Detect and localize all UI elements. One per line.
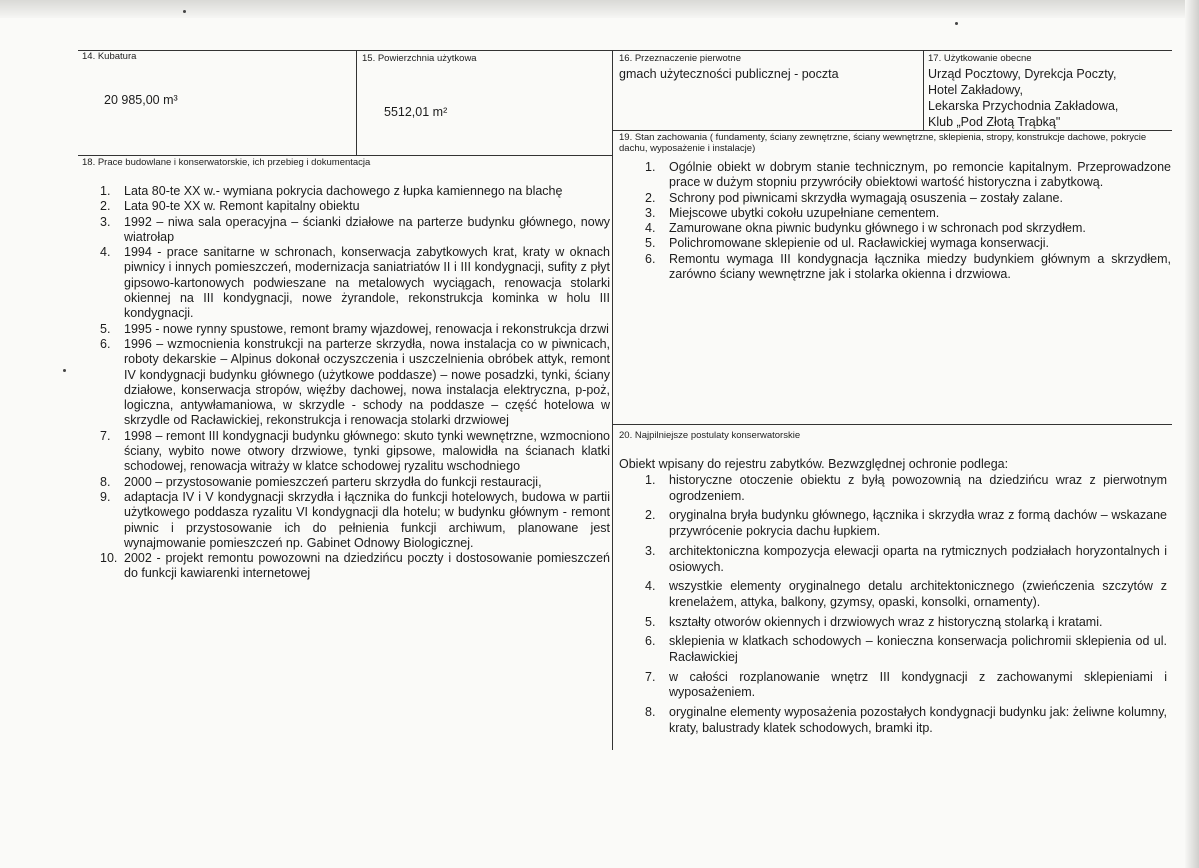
list-item: 8. oryginalne elementy wyposażenia pozostałych kondygnacji budynku jak: żeliwne kolumny, kraty, balustrady klatek schodowych, bramki itp. — [645, 705, 1167, 735]
list-item: 3. Miejscowe ubytki cokołu uzupełniane cementem. — [645, 205, 940, 220]
list-item: 3. architektoniczna kompozycja elewacji oparta na rytmicznych podziałach horyzontalnych i osiowych. — [645, 543, 1167, 574]
list-item: 5. Polichromowane sklepienie od ul. Racławickiej wymaga konserwacji. — [645, 236, 1050, 251]
list-item: 2. oryginalna bryła budynku głównego, łącznika i skrzydła wraz z formą dachów – wskazane przywrócenie pokrycia dachu łupkiem. — [645, 508, 1167, 539]
list-item: 5. kształty otworów okiennych i drzwiowych wraz z historyczną stolarką i kratami. — [645, 614, 1103, 629]
scan-speck — [63, 369, 66, 372]
field-16-value: gmach użyteczności publicznej - poczta — [619, 67, 839, 81]
list-item: 6. sklepienia w klatkach schodowych – konieczna konserwacja polichromii sklepienia od ul. Racławickiej — [645, 634, 1167, 665]
list-item: 6. 1996 – wzmocnienia konstrukcji na parterze skrzydła, nowa instalacja co w piwnicach, roboty dekarskie – Alpinus dokonał oczyszczenia i uszczelnienia obróbek attyk, remont IV kondygnacji budynku głównego (użytkowe poddasze) – nowe posadzki, tynki, ściany działowe, konserwacja stropów, więźby dachowej, nowa instalacja elektryczna, p-poż, logiczna, antywłamaniowa, w skrzydle - schody na poddasze – część hotelowa w skrzydle od Racławickiej, rekonstrukcja i renowacja stolarki drzwiowej — [100, 336, 610, 428]
row-divider-left — [78, 155, 612, 156]
field-16-label: 16. Przeznaczenie pierwotne — [619, 53, 741, 64]
list-item: 10. 2002 - projekt remontu powozowni na dziedzińcu poczty i dostosowanie pomieszczeń do funkcji kawiarenki internetowej — [100, 551, 610, 581]
field-20-list — [645, 473, 1167, 737]
field-20-label: 20. Najpilniejsze postulaty konserwatorskie — [619, 430, 801, 441]
field-17-value — [928, 66, 1118, 130]
scan-speck — [955, 22, 958, 25]
field-14-value: 20 985,00 m³ — [104, 93, 178, 107]
list-item: 9. adaptacja IV i V kondygnacji skrzydła i łącznika do funkcji hotelowych, budowa w partii użytkowego poddasza ryzalitu VI kondygnacji dla hotelu; w budynku głównym - remont piwnic i przystosowanie ich do pełnienia funkcji archiwum, planowane jest wynajmowanie pomieszczeń np. Gabinet Odnowy Biologicznej. — [100, 489, 610, 550]
field-18-label: 18. Prace budowlane i konserwatorskie, ich przebieg i dokumentacja — [82, 157, 371, 168]
table-top-border — [78, 50, 1172, 51]
scan-speck — [183, 10, 186, 13]
field-17-line: Hotel Zakładowy, — [928, 83, 1023, 97]
list-item: 2. Schrony pod piwnicami skrzydła wymagają osuszenia – zostały zalane. — [645, 190, 1063, 205]
col-divider-14-15 — [356, 50, 357, 155]
field-17-label: 17. Użytkowanie obecne — [928, 53, 1032, 64]
col-divider-16-17 — [923, 50, 924, 130]
list-item: 7. 1998 – remont III kondygnacji budynku głównego: skuto tynki wewnętrzne, wzmocniono ściany, wybito nowe otwory drzwiowe, tynki gipsowe, malowidła na ścianach klatki schodowej, renowacja witraży w klatce schodowej ryzalitu wschodniego — [100, 428, 610, 474]
field-19-list — [645, 160, 1171, 282]
row-divider-right — [612, 130, 1172, 131]
field-18-list — [100, 184, 610, 582]
list-item: 3. 1992 – niwa sala operacyjna – ścianki działowe na parterze budynku głównego, nowy wiatrołap — [100, 214, 610, 244]
field-20-intro: Obiekt wpisany do rejestru zabytków. Bezwzględnej ochronie podlega: — [619, 457, 1009, 471]
field-14-label: 14. Kubatura — [82, 51, 137, 62]
list-item: 1. Ogólnie obiekt w dobrym stanie technicznym, po remoncie kapitalnym. Przeprowadzone prace w dużym stopniu przywróciły obiektowi wartość historyczna i zabytkową. — [645, 160, 1171, 190]
paper-top-edge — [0, 0, 1199, 18]
paper-right-edge — [1185, 0, 1199, 868]
list-item: 4. wszystkie elementy oryginalnego detalu architektonicznego (zwieńczenia szczytów z krenelażem, attyka, balkony, gzymsy, opaski, konsolki, ornamenty). — [645, 579, 1167, 609]
field-17-line: Urząd Pocztowy, Dyrekcja Poczty, — [928, 67, 1117, 81]
col-divider-main — [612, 50, 613, 750]
list-item: 4. 1994 - prace sanitarne w schronach, konserwacja zabytkowych krat, kraty w oknach piwnicy i innych pomieszczeń, modernizacja saniatriatów II i III kondygnacji, sufity z płyt gipsowo-kartonowych podwieszane na metalowych wyciągach, renowacja stolarki okiennej na III kondygnacji, nowe żyrandole, rekonstrukcja kominka w holu III kondygnacji. — [100, 245, 610, 321]
list-item: 1. Lata 80-te XX w.- wymiana pokrycia dachowego z łupka kamiennego na blachę — [100, 184, 563, 198]
section-divider-right — [612, 424, 1172, 425]
field-17-line: Lekarska Przychodnia Zakładowa, — [928, 99, 1119, 113]
field-15-value: 5512,01 m² — [384, 105, 448, 119]
field-19-label: 19. Stan zachowania ( fundamenty, ściany zewnętrzne, ściany wewnętrzne, sklepienia, stropy, konstrukcje dachowe, pokrycie dachu, wyposażenie i instalacje) — [619, 132, 1147, 154]
list-item: 4. Zamurowane okna piwnic budynku głównego i w schronach pod skrzydłem. — [645, 221, 1086, 236]
field-15-label: 15. Powierzchnia użytkowa — [362, 53, 477, 64]
list-item: 2. Lata 90-te XX w. Remont kapitalny obiektu — [100, 199, 360, 214]
field-17-line: Klub „Pod Złotą Trąbką" — [928, 115, 1061, 129]
list-item: 7. w całości rozplanowanie wnętrz III kondygnacji z zachowanymi sklepieniami i wyposażeniem. — [645, 669, 1167, 700]
list-item: 1. historyczne otoczenie obiektu z byłą powozownią na dziedzińcu wraz z pierwotnym ogrodzeniem. — [645, 473, 1167, 503]
list-item: 6. Remontu wymaga III kondygnacja łącznika miedzy budynkiem głównym a skrzydłem, zarówno ściany wewnętrzne jak i stolarka okienna i drzwiowa. — [645, 251, 1171, 282]
list-item: 8. 2000 – przystosowanie pomieszczeń parteru skrzydła do funkcji restauracji, — [100, 474, 542, 489]
list-item: 5. 1995 - nowe rynny spustowe, remont bramy wjazdowej, renowacja i rekonstrukcja drzwi — [100, 321, 609, 336]
